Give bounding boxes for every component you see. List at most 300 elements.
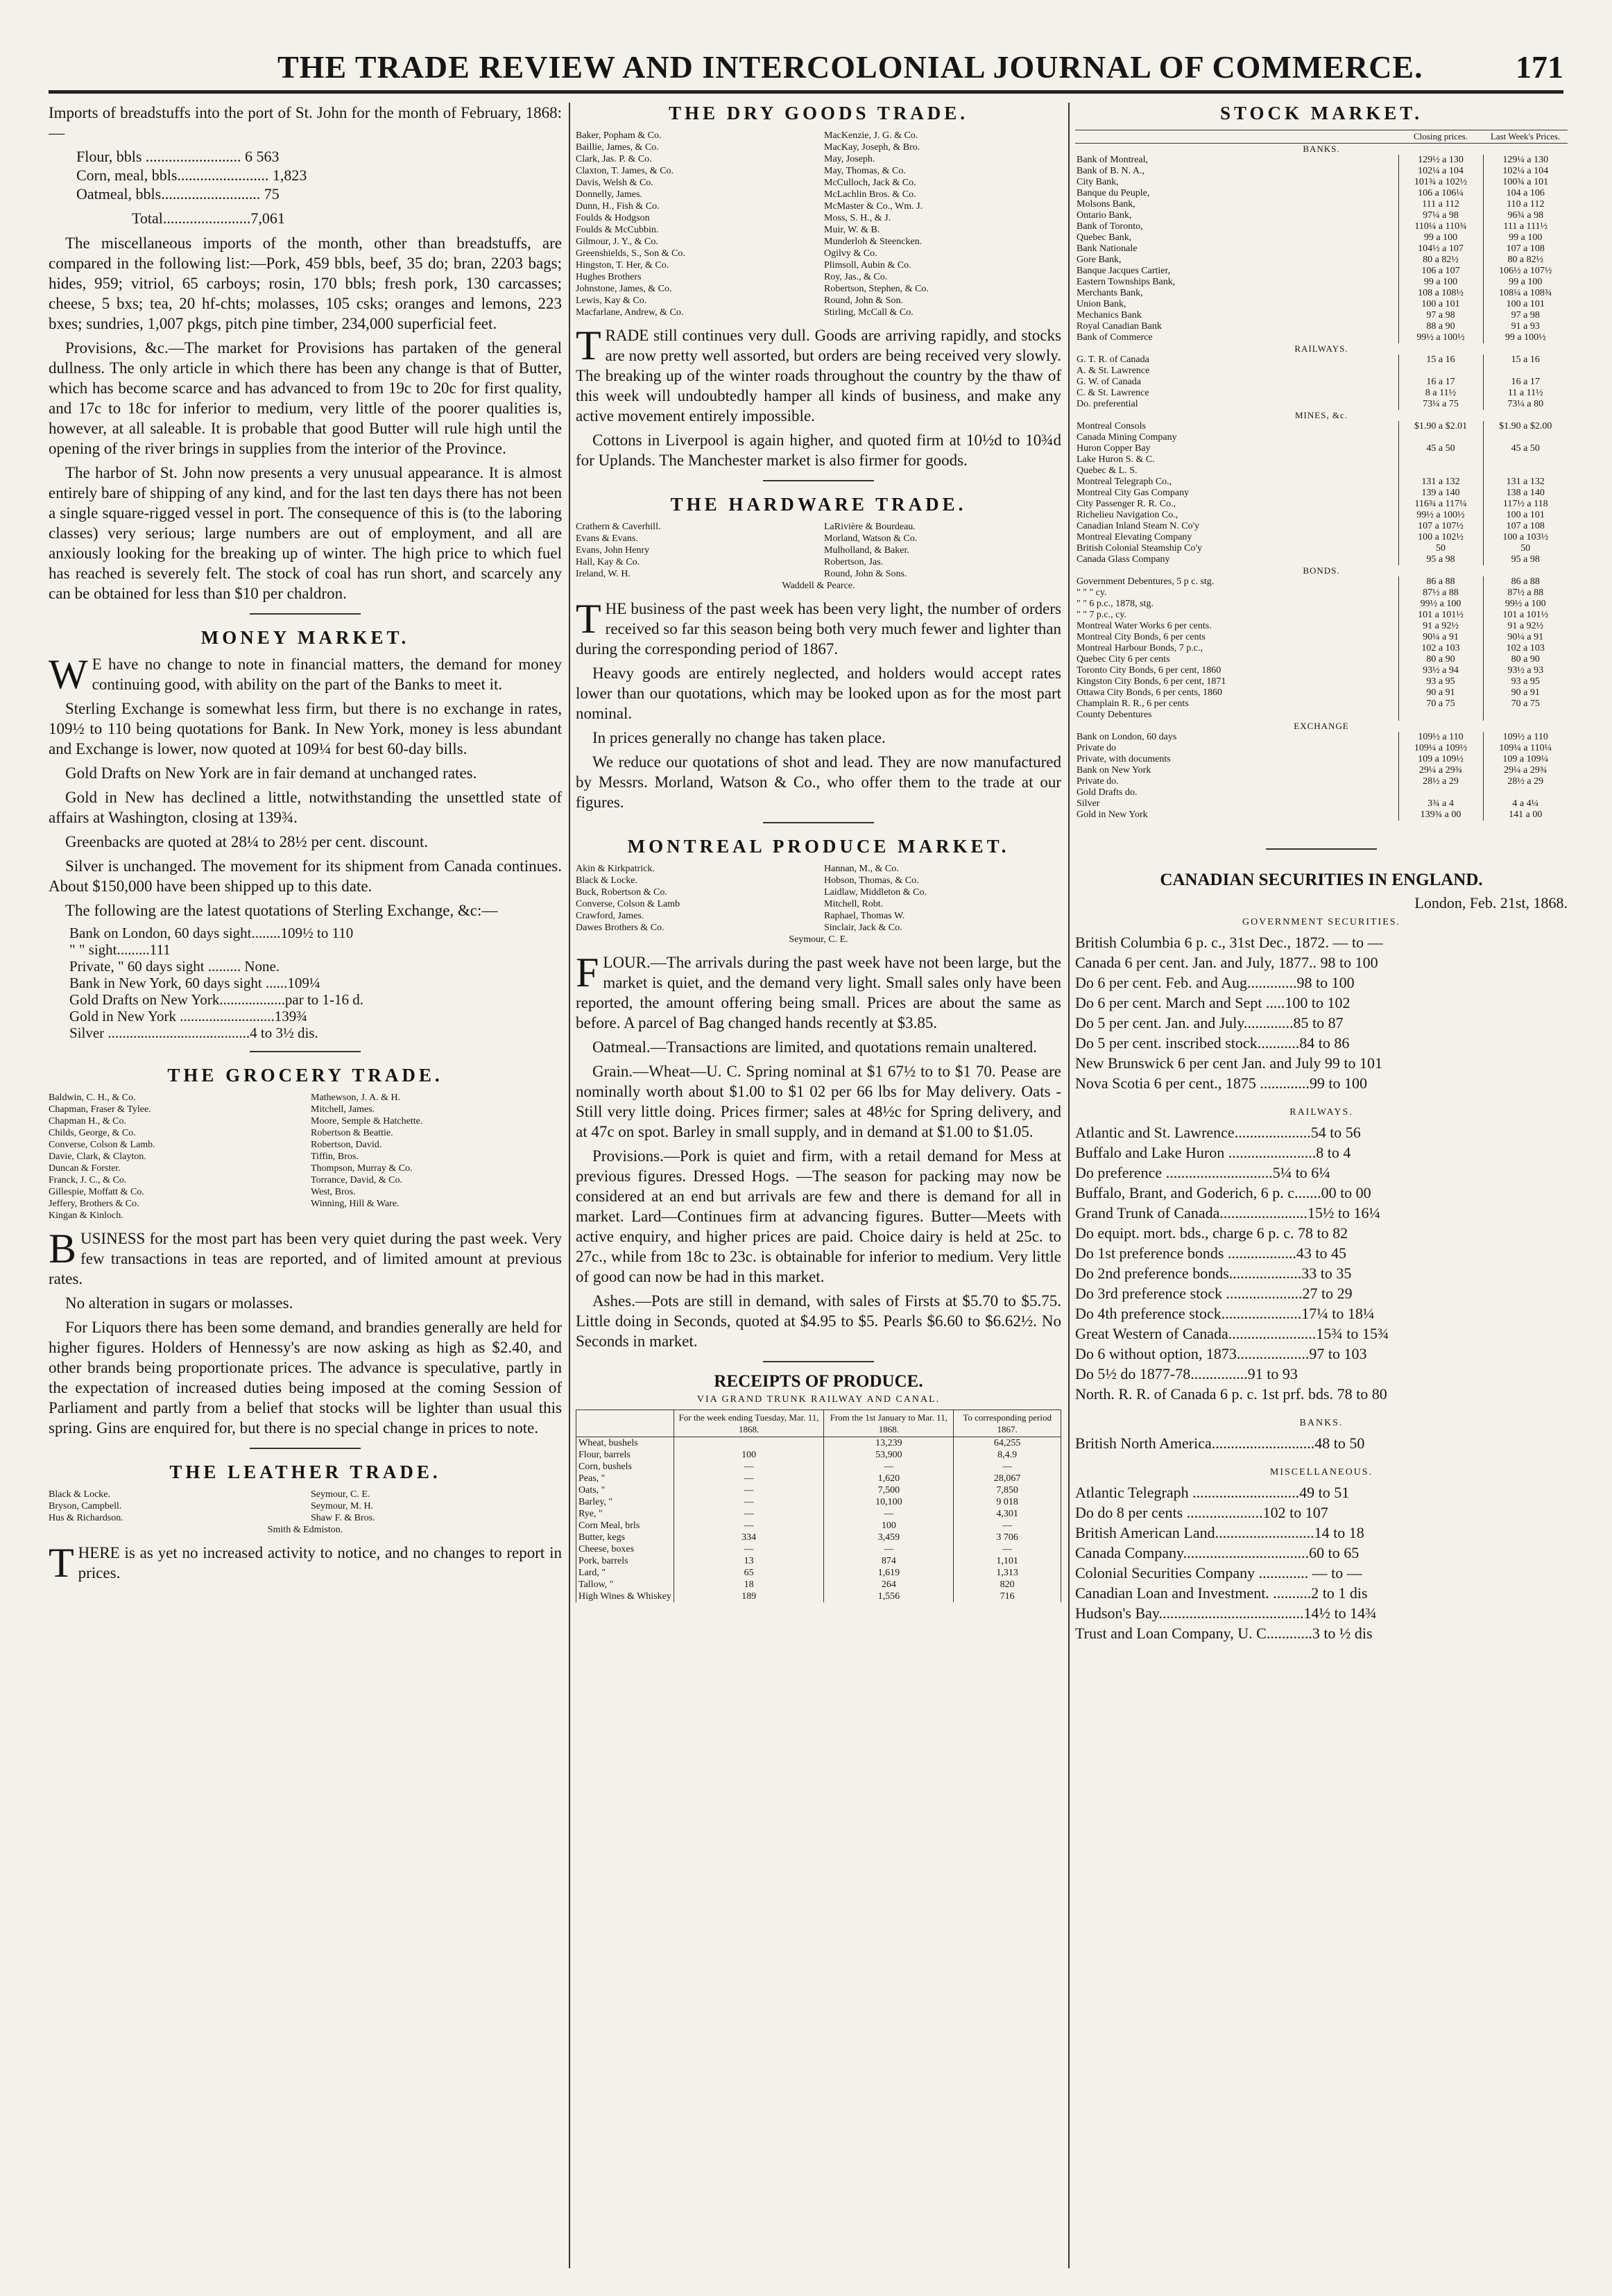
- last-week-price: [1483, 710, 1568, 721]
- produce-paragraph-3: Grain.—Wheat—U. C. Spring nominal at $1 67½ to to $1 70. Pease are nominally worth about $1.00 to $1 02 per 66 lbs for May delivery. Oats - Still very little doing. Prices firmer; sales at 48½c for Spring delivery, and at 47c on spot. Barley in small supply, and in demand at $1.00 to $1.05.: [576, 1063, 1061, 1140]
- list-item: Corn, meal, bbls........................ 1,823: [76, 166, 307, 184]
- previous-year-value: —: [954, 1461, 1061, 1473]
- table-row: [576, 1508, 1061, 1520]
- firm-name: Sinclair, Jack & Co.: [824, 923, 902, 933]
- stock-name: A. & St. Lawrence: [1077, 366, 1150, 376]
- stock-name: Richelieu Navigation Co.,: [1077, 510, 1178, 520]
- list-item: Do equipt. mort. bds., charge 6 p. c. 78 to 82: [1075, 1224, 1348, 1242]
- firm-name: Mitchell, James.: [311, 1104, 375, 1115]
- week-value: 18: [674, 1579, 823, 1591]
- stock-market-heading: STOCK MARKET.: [1219, 103, 1423, 123]
- firm-name: Clark, Jas. P. & Co.: [576, 154, 652, 164]
- table-row: [1075, 554, 1568, 565]
- closing-price: 139 a 140: [1398, 488, 1483, 499]
- list-item: Bank in New York, 60 days sight ......109¼: [69, 975, 320, 991]
- drop-cap: W: [49, 651, 88, 697]
- stock-name: Gold Drafts do.: [1077, 787, 1138, 798]
- list-item: Do preference ............................5¼ to 6¼: [1075, 1164, 1330, 1181]
- list-item: Do do 8 per cents ....................102 to 107: [1075, 1504, 1328, 1521]
- closing-price: 70 a 75: [1398, 699, 1483, 710]
- last-week-price: 131 a 132: [1483, 477, 1568, 488]
- last-week-price: [1483, 465, 1568, 477]
- table-row: [1075, 532, 1568, 543]
- last-week-price: 109½ a 110: [1483, 732, 1568, 743]
- closing-price: 87½ a 88: [1398, 588, 1483, 599]
- stock-name: " " 6 p.c., 1878, stg.: [1077, 599, 1154, 609]
- stock-section-row: [1075, 343, 1568, 354]
- table-row: [1075, 188, 1568, 199]
- closing-price: 50: [1398, 543, 1483, 554]
- money-paragraph-2: Sterling Exchange is somewhat less firm, but there is no exchange in rates, 109½ to 110 being quotations for Bank. In New York, money is less abundant and Exchange is lower, now quoted at 109¼ for best 60-day bills.: [49, 700, 562, 757]
- firm-name: Waddell & Pearce.: [782, 581, 855, 591]
- list-item: Do 6 per cent. March and Sept .....100 to 102: [1075, 994, 1351, 1011]
- stock-body: [1075, 144, 1568, 821]
- stock-name: Bank of Toronto,: [1077, 221, 1143, 232]
- firm-name: Robertson, Jas.: [824, 557, 884, 567]
- stock-name: Huron Copper Bay: [1077, 443, 1151, 454]
- firm-name: LaRivière & Bourdeau.: [824, 522, 916, 532]
- table-row: [1075, 332, 1568, 343]
- year-to-date-value: 53,900: [824, 1449, 954, 1461]
- hardware-paragraph-4: We reduce our quotations of shot and lead. They are now manufactured by Messrs. Morland, Watson & Co., who offer them to the trade at our figures.: [576, 753, 1061, 811]
- stock-name: C. & St. Lawrence: [1077, 388, 1149, 398]
- stock-name: Montreal City Bonds, 6 per cents: [1077, 632, 1206, 642]
- table-row: [1075, 399, 1568, 410]
- firm-name: Robertson, David.: [311, 1140, 382, 1150]
- closing-price: 90¼ a 91: [1398, 632, 1483, 643]
- stock-name: Ontario Bank,: [1077, 210, 1132, 221]
- closing-price: 97¼ a 98: [1398, 210, 1483, 221]
- stock-name: Bank of Commerce: [1077, 332, 1153, 343]
- section-divider: [763, 1361, 874, 1362]
- firm-name: Hus & Richardson.: [49, 1513, 123, 1523]
- table-row: [1075, 354, 1568, 366]
- firm-name: Chapman H., & Co.: [49, 1116, 126, 1126]
- table-row: [1075, 499, 1568, 510]
- column-1: [49, 103, 562, 2275]
- closing-price: 99 a 100: [1398, 277, 1483, 288]
- stock-name: Canadian Inland Steam N. Co'y: [1077, 521, 1200, 531]
- list-item: Canada 6 per cent. Jan. and July, 1877.. 98 to 100: [1075, 954, 1378, 971]
- previous-year-value: —: [954, 1520, 1061, 1532]
- last-week-price: 80 a 90: [1483, 654, 1568, 665]
- stock-name: Quebec City 6 per cents: [1077, 654, 1170, 665]
- stock-name: Kingston City Bonds, 6 per cent, 1871: [1077, 676, 1226, 687]
- firm-name: Tiffin, Bros.: [311, 1151, 359, 1162]
- last-week-price: 96¾ a 98: [1483, 210, 1568, 221]
- stock-name: City Bank,: [1077, 177, 1119, 187]
- last-week-price: 90 a 91: [1483, 687, 1568, 699]
- provisions-paragraph: Provisions, &c.—The market for Provisions has partaken of the general dullness. The only article in which there has been any change is that of Butter, which has become scarce and has advanced to from 19c to 20c for first quality, and 17c to 18c for inferior to medium, very little of the poorer qualities is, however, at all saleable. It is probable that good Butter will rule high until the opening of the river brings in supplies from the interior of the Province.: [49, 339, 562, 457]
- produce-item: Lard, ": [576, 1567, 674, 1579]
- closing-price: 131 a 132: [1398, 477, 1483, 488]
- closing-price: 95 a 98: [1398, 554, 1483, 565]
- table-row: [576, 1520, 1061, 1532]
- closing-price: 3¾ a 4: [1398, 798, 1483, 809]
- firm-name: Foulds & McCubbin.: [576, 225, 659, 235]
- closing-price: $1.90 a $2.01: [1398, 421, 1483, 432]
- list-item: " " sight.........111: [69, 941, 171, 958]
- column-header: From the 1st January to Mar. 11, 1868.: [824, 1410, 954, 1437]
- list-item: Trust and Loan Company, U. C............3 to ½ dis: [1075, 1625, 1373, 1642]
- closing-price: 80 a 82½: [1398, 255, 1483, 266]
- stock-name: Bank of Montreal,: [1077, 155, 1149, 165]
- closing-price: 110¼ a 110¾: [1398, 221, 1483, 232]
- firm-name: Akin & Kirkpatrick.: [576, 864, 655, 874]
- closing-price: 99½ a 100: [1398, 599, 1483, 610]
- firm-name: Hughes Brothers: [576, 272, 642, 282]
- stock-name: Toronto City Bonds, 6 per cent, 1860: [1077, 665, 1221, 676]
- previous-year-value: 9 018: [954, 1496, 1061, 1508]
- firm-name: Mathewson, J. A. & H.: [311, 1093, 401, 1103]
- stock-section-label: BONDS.: [1303, 565, 1340, 576]
- drop-cap: T: [576, 596, 601, 642]
- stock-name: Union Bank,: [1077, 299, 1126, 309]
- list-item: British American Land..........................14 to 18: [1075, 1524, 1364, 1541]
- firm-name: Converse, Colson & Lamb: [576, 899, 680, 909]
- stock-name: G. W. of Canada: [1077, 377, 1141, 387]
- year-to-date-value: 1,620: [824, 1473, 954, 1484]
- grocery-firm-list: [49, 1092, 562, 1222]
- money-paragraph-6: Silver is unchanged. The movement for its shipment from Canada continues. About $150,000 have been shipped up to this date.: [49, 857, 562, 895]
- stock-name: Ottawa City Bonds, 6 per cents, 1860: [1077, 687, 1222, 698]
- firm-name: Gillespie, Moffatt & Co.: [49, 1187, 144, 1197]
- closing-price: 104½ a 107: [1398, 243, 1483, 255]
- closing-price: 15 a 16: [1398, 354, 1483, 366]
- list-item: British North America...........................48 to 50: [1075, 1434, 1365, 1452]
- list-item: British Columbia 6 p. c., 31st Dec., 1872. — to —: [1075, 934, 1383, 951]
- column-header: [1075, 130, 1398, 144]
- firm-name: McCulloch, Jack & Co.: [824, 178, 916, 188]
- table-row: [1075, 543, 1568, 554]
- firm-name: Mulholland, & Baker.: [824, 545, 909, 556]
- last-week-price: 129¼ a 130: [1483, 155, 1568, 166]
- stock-section-row: [1075, 721, 1568, 732]
- table-row: [576, 1532, 1061, 1543]
- table-row: [576, 1579, 1061, 1591]
- table-row: [1075, 266, 1568, 277]
- table-row: [1075, 321, 1568, 332]
- year-to-date-value: 7,500: [824, 1484, 954, 1496]
- year-to-date-value: —: [824, 1461, 954, 1473]
- receipts-body: [576, 1437, 1061, 1603]
- receipts-table: [576, 1410, 1061, 1602]
- firm-name: Round, John & Sons.: [824, 569, 907, 579]
- closing-price: [1398, 366, 1483, 377]
- firm-name: Jeffery, Brothers & Co.: [49, 1199, 139, 1209]
- stock-section-label: BANKS.: [1303, 144, 1340, 154]
- produce-item: Rye, ": [576, 1508, 674, 1520]
- stock-name: Canada Mining Company: [1077, 432, 1177, 443]
- produce-paragraph-5: Ashes.—Pots are still in demand, with sales of Firsts at $5.70 to $5.75. Little doing in Seconds, quoted at $4.95 to $5. Pearls $6.60 to $6.62½. No Seconds in market.: [576, 1292, 1061, 1350]
- firm-name: Crathern & Caverhill.: [576, 522, 661, 532]
- closing-price: 90 a 91: [1398, 687, 1483, 699]
- firm-name: Mitchell, Robt.: [824, 899, 884, 909]
- firm-name: MacKenzie, J. G. & Co.: [824, 130, 918, 141]
- previous-year-value: —: [954, 1543, 1061, 1555]
- list-item: Gold Drafts on New York..................par to 1-16 d.: [69, 991, 364, 1008]
- firm-name: Foulds & Hodgson: [576, 213, 650, 223]
- closing-price: 109¼ a 109½: [1398, 743, 1483, 754]
- imports-total: Total.......................7,061: [132, 209, 285, 227]
- list-item: Nova Scotia 6 per cent., 1875 .............99 to 100: [1075, 1074, 1367, 1092]
- table-row: [1075, 155, 1568, 166]
- firm-name: MacKay, Joseph, & Bro.: [824, 142, 920, 153]
- list-item: Gold in New York ..........................139¾: [69, 1008, 308, 1025]
- firm-name: Baillie, James, & Co.: [576, 142, 659, 153]
- produce-item: Corn, bushels: [576, 1461, 674, 1473]
- firm-name: Donnelly, James.: [576, 189, 642, 200]
- stock-name: Gold in New York: [1077, 809, 1148, 820]
- week-value: —: [674, 1520, 823, 1532]
- closing-price: 16 a 17: [1398, 377, 1483, 388]
- closing-price: 91 a 92½: [1398, 621, 1483, 632]
- closing-price: 106 a 106¼: [1398, 188, 1483, 199]
- hardware-paragraph-1: THE business of the past week has been very light, the number of orders received so far this season being both very much fewer and lighter than during the corresponding period of 1867.: [576, 596, 1061, 658]
- table-row: [1075, 643, 1568, 654]
- table-row: [1075, 166, 1568, 177]
- list-item: Bank on London, 60 days sight........109½ to 110: [69, 925, 354, 941]
- week-value: —: [674, 1543, 823, 1555]
- closing-price: 106 a 107: [1398, 266, 1483, 277]
- previous-year-value: 4,301: [954, 1508, 1061, 1520]
- table-row: [1075, 377, 1568, 388]
- stock-name: British Colonial Steamship Co'y: [1077, 543, 1203, 554]
- produce-item: High Wines & Whiskey: [576, 1591, 674, 1602]
- firm-name: Hall, Kay & Co.: [576, 557, 640, 567]
- stock-section-label: MINES, &c.: [1294, 410, 1348, 420]
- produce-firm-list: [576, 863, 1061, 945]
- closing-price: 99 a 100: [1398, 232, 1483, 243]
- table-header-row: [1075, 130, 1568, 144]
- table-row: [1075, 521, 1568, 532]
- last-week-price: 141 a 00: [1483, 809, 1568, 821]
- harbor-paragraph: The harbor of St. John now presents a very unusual appearance. It is almost entirely bare of shipping of any kind, and for the last ten days there has not been a single square-rigged vessel in port. The consequence of this is (to the laboring classes) very serious; large numbers are out of employment, and all are anxiously looking for the breaking up of winter. The high price to which fuel has reached is severely felt. The stock of coal has run short, and scarcely any can be obtained for less than $10 per chaldron.: [49, 464, 562, 602]
- section-divider: [250, 613, 361, 615]
- last-week-price: 100 a 101: [1483, 299, 1568, 310]
- section-divider: [1266, 848, 1377, 850]
- last-week-price: 138 a 140: [1483, 488, 1568, 499]
- stock-name: Molsons Bank,: [1077, 199, 1135, 209]
- journal-title: THE TRADE REVIEW AND INTERCOLONIAL JOURNAL OF COMMERCE.: [277, 49, 1423, 85]
- firm-name: Winning, Hill & Ware.: [311, 1199, 400, 1209]
- column-header: Closing prices.: [1398, 130, 1483, 144]
- firm-name: Gilmour, J. Y., & Co.: [576, 237, 658, 247]
- table-row: [576, 1591, 1061, 1602]
- firm-name: Bryson, Campbell.: [49, 1501, 122, 1511]
- firm-name: Shaw F. & Bros.: [311, 1513, 375, 1523]
- table-row: [1075, 288, 1568, 299]
- produce-paragraph-2: Oatmeal.—Transactions are limited, and quotations remain unaltered.: [592, 1038, 1038, 1056]
- receipts-heading: RECEIPTS OF PRODUCE.: [714, 1372, 923, 1391]
- firm-name: Ogilvy & Co.: [824, 248, 877, 259]
- closing-price: 107 a 107½: [1398, 521, 1483, 532]
- list-item: Canada Company.................................60 to 65: [1075, 1544, 1360, 1561]
- firm-name: Childs, George, & Co.: [49, 1128, 136, 1138]
- firm-name: Munderloh & Steencken.: [824, 237, 923, 247]
- firm-name: McLachlin Bros. & Co.: [824, 189, 916, 200]
- year-to-date-value: 100: [824, 1520, 954, 1532]
- table-row: [576, 1449, 1061, 1461]
- firm-name: McMaster & Co., Wm. J.: [824, 201, 923, 212]
- grocery-trade-heading: THE GROCERY TRADE.: [167, 1065, 443, 1086]
- dry-goods-heading: THE DRY GOODS TRADE.: [668, 103, 969, 123]
- closing-price: 101 a 101½: [1398, 610, 1483, 621]
- table-row: [1075, 421, 1568, 432]
- firm-name: Claxton, T. James, & Co.: [576, 166, 674, 176]
- firm-name: Morland, Watson & Co.: [824, 533, 918, 544]
- column-header: [576, 1410, 674, 1437]
- hardware-paragraph-2: Heavy goods are entirely neglected, and holders would accept rates lower than our quotations, which may be looked upon as for the most part nominal.: [576, 665, 1061, 722]
- stock-section-label: RAILWAYS.: [1294, 343, 1348, 354]
- stock-section-label: EXCHANGE: [1294, 721, 1349, 731]
- column-3: [1075, 103, 1568, 2275]
- imports-intro: Imports of breadstuffs into the port of St. John for the month of February, 1868:—: [49, 104, 562, 142]
- table-row: [1075, 243, 1568, 255]
- closing-price: 99½ a 100½: [1398, 510, 1483, 521]
- produce-item: Peas, ": [576, 1473, 674, 1484]
- stock-name: Mechanics Bank: [1077, 310, 1142, 320]
- firm-name: Lewis, Kay & Co.: [576, 295, 647, 306]
- year-to-date-value: —: [824, 1543, 954, 1555]
- table-row: [1075, 310, 1568, 321]
- table-row: [576, 1461, 1061, 1473]
- list-item: Canadian Loan and Investment. ..........2 to 1 dis: [1075, 1584, 1368, 1602]
- stock-name: Montreal Elevating Company: [1077, 532, 1192, 542]
- firm-name: Buck, Robertson & Co.: [576, 887, 667, 898]
- last-week-price: 100¾ a 101: [1483, 177, 1568, 188]
- stock-table: [1075, 130, 1568, 821]
- firm-name: Davis, Welsh & Co.: [576, 178, 653, 188]
- section-divider: [250, 1448, 361, 1449]
- stock-name: G. T. R. of Canada: [1077, 354, 1149, 365]
- firm-name: Evans, John Henry: [576, 545, 650, 556]
- firm-name: May, Thomas, & Co.: [824, 166, 906, 176]
- list-item: Do 5 per cent. inscribed stock...........84 to 86: [1075, 1034, 1350, 1052]
- stock-name: " " 7 p.c., cy.: [1077, 610, 1126, 620]
- stock-name: Montreal Telegraph Co.,: [1077, 477, 1172, 487]
- table-row: [576, 1555, 1061, 1567]
- stock-section-row: [1075, 565, 1568, 576]
- stock-name: Montreal Consols: [1077, 421, 1146, 431]
- closing-price: 108 a 108½: [1398, 288, 1483, 299]
- closing-price: 111 a 112: [1398, 199, 1483, 210]
- last-week-price: 90¼ a 91: [1483, 632, 1568, 643]
- last-week-price: 45 a 50: [1483, 443, 1568, 454]
- firm-name: Moore, Semple & Hatchette.: [311, 1116, 423, 1126]
- closing-price: 100 a 102½: [1398, 532, 1483, 543]
- railways-heading: RAILWAYS.: [1289, 1107, 1353, 1117]
- list-item: Do 6 without option, 1873...................97 to 103: [1075, 1345, 1367, 1362]
- last-week-price: 16 a 17: [1483, 377, 1568, 388]
- year-to-date-value: 3,459: [824, 1532, 954, 1543]
- table-row: [1075, 366, 1568, 377]
- last-week-price: 91 a 92½: [1483, 621, 1568, 632]
- list-item: Buffalo, Brant, and Goderich, 6 p. c.......00 to 00: [1075, 1184, 1371, 1201]
- leather-paragraph: THERE is as yet no increased activity to notice, and no changes to report in prices.: [49, 1540, 562, 1586]
- firm-name: Macfarlane, Andrew, & Co.: [576, 307, 684, 318]
- money-paragraph-1: W E have no change to note in financial matters, the demand for money continuing good, with ability on the part of the Banks to meet it.: [49, 651, 562, 697]
- closing-price: 116¾ a 117¼: [1398, 499, 1483, 510]
- stock-name: Bank of B. N. A.,: [1077, 166, 1144, 176]
- last-week-price: [1483, 366, 1568, 377]
- table-row: [576, 1484, 1061, 1496]
- last-week-price: 95 a 98: [1483, 554, 1568, 565]
- stock-section-row: [1075, 410, 1568, 421]
- last-week-price: 101 a 101½: [1483, 610, 1568, 621]
- firm-name: Johnstone, James, & Co.: [576, 284, 672, 294]
- closing-price: 93½ a 94: [1398, 665, 1483, 676]
- last-week-price: 70 a 75: [1483, 699, 1568, 710]
- stock-name: Bank on New York: [1077, 765, 1151, 776]
- list-item: Do 1st preference bonds ..................43 to 45: [1075, 1244, 1347, 1262]
- table-row: [1075, 710, 1568, 721]
- last-week-price: 111 a 111½: [1483, 221, 1568, 232]
- week-value: 189: [674, 1591, 823, 1602]
- table-row: [1075, 665, 1568, 676]
- last-week-price: 99 a 100½: [1483, 332, 1568, 343]
- receipts-subheading: VIA GRAND TRUNK RAILWAY AND CANAL.: [696, 1394, 941, 1405]
- week-value: 334: [674, 1532, 823, 1543]
- produce-paragraph-4: Provisions.—Pork is quiet and firm, with a retail demand for Mess at previous figures. Dressed Hogs. —The season for packing may now be considered at an end but arrivals are few and there is demand for all in market. Lard—Continues firm at advancing figures. Butter—Meets with active enquiry, and higher prices are paid. Choice dairy is held at 25c. to 27c., while from 18c to 23c. is obtainable for inferior to medium. Very little of good can now be had in this market.: [576, 1147, 1061, 1285]
- closing-price: 102 a 103: [1398, 643, 1483, 654]
- list-item: Silver .......................................4 to 3½ dis.: [69, 1025, 318, 1041]
- stock-name: Government Debentures, 5 p c. stg.: [1077, 576, 1215, 587]
- firm-name: West, Bros.: [311, 1187, 356, 1197]
- last-week-price: 91 a 93: [1483, 321, 1568, 332]
- firm-name: Chapman, Fraser & Tylee.: [49, 1104, 151, 1115]
- last-week-price: 100 a 101: [1483, 510, 1568, 521]
- section-divider: [763, 822, 874, 823]
- firm-name: Torrance, David, & Co.: [311, 1175, 402, 1185]
- produce-paragraph-1: FLOUR.—The arrivals during the past week have not been large, but the market is quiet, and the demand very light. Small sales only have been reported, the amount offering being small. Prices are about the same as before. A parcel of Bag changed hands recently at $3.85.: [576, 950, 1061, 1031]
- stock-name: Do. preferential: [1077, 399, 1138, 409]
- last-week-price: 87½ a 88: [1483, 588, 1568, 599]
- banks-heading: BANKS.: [1299, 1418, 1344, 1428]
- list-item: Hudson's Bay......................................14½ to 14¾: [1075, 1604, 1377, 1622]
- table-row: [1075, 477, 1568, 488]
- page-number: 171: [1516, 49, 1563, 85]
- closing-price: [1398, 465, 1483, 477]
- table-row: [1075, 210, 1568, 221]
- table-row: [1075, 232, 1568, 243]
- stock-name: Champlain R. R., 6 per cents: [1077, 699, 1189, 709]
- week-value: —: [674, 1496, 823, 1508]
- firm-name: Moss, S. H., & J.: [824, 213, 891, 223]
- stock-name: Bank on London, 60 days: [1077, 732, 1177, 742]
- closing-price: 99½ a 100½: [1398, 332, 1483, 343]
- hardware-paragraph-3: In prices generally no change has taken place.: [592, 729, 886, 746]
- table-row: [576, 1567, 1061, 1579]
- firm-name: Ireland, W. H.: [576, 569, 631, 579]
- year-to-date-value: 13,239: [824, 1437, 954, 1450]
- firm-name: Robertson & Beattie.: [311, 1128, 393, 1138]
- closing-price: [1398, 787, 1483, 798]
- firm-name: Crawford, James.: [576, 911, 644, 921]
- list-item: Do 5 per cent. Jan. and July.............85 to 87: [1075, 1014, 1344, 1031]
- firm-name: Muir, W. & B.: [824, 225, 880, 235]
- last-week-price: 100 a 103½: [1483, 532, 1568, 543]
- year-to-date-value: —: [824, 1508, 954, 1520]
- closing-price: 129½ a 130: [1398, 155, 1483, 166]
- produce-item: Corn Meal, brls: [576, 1520, 674, 1532]
- week-value: 100: [674, 1449, 823, 1461]
- table-row: [1075, 388, 1568, 399]
- stock-name: Silver: [1077, 798, 1100, 809]
- last-week-price: 99½ a 100: [1483, 599, 1568, 610]
- previous-year-value: 8,4.9: [954, 1449, 1061, 1461]
- stock-name: " " " cy.: [1077, 588, 1107, 598]
